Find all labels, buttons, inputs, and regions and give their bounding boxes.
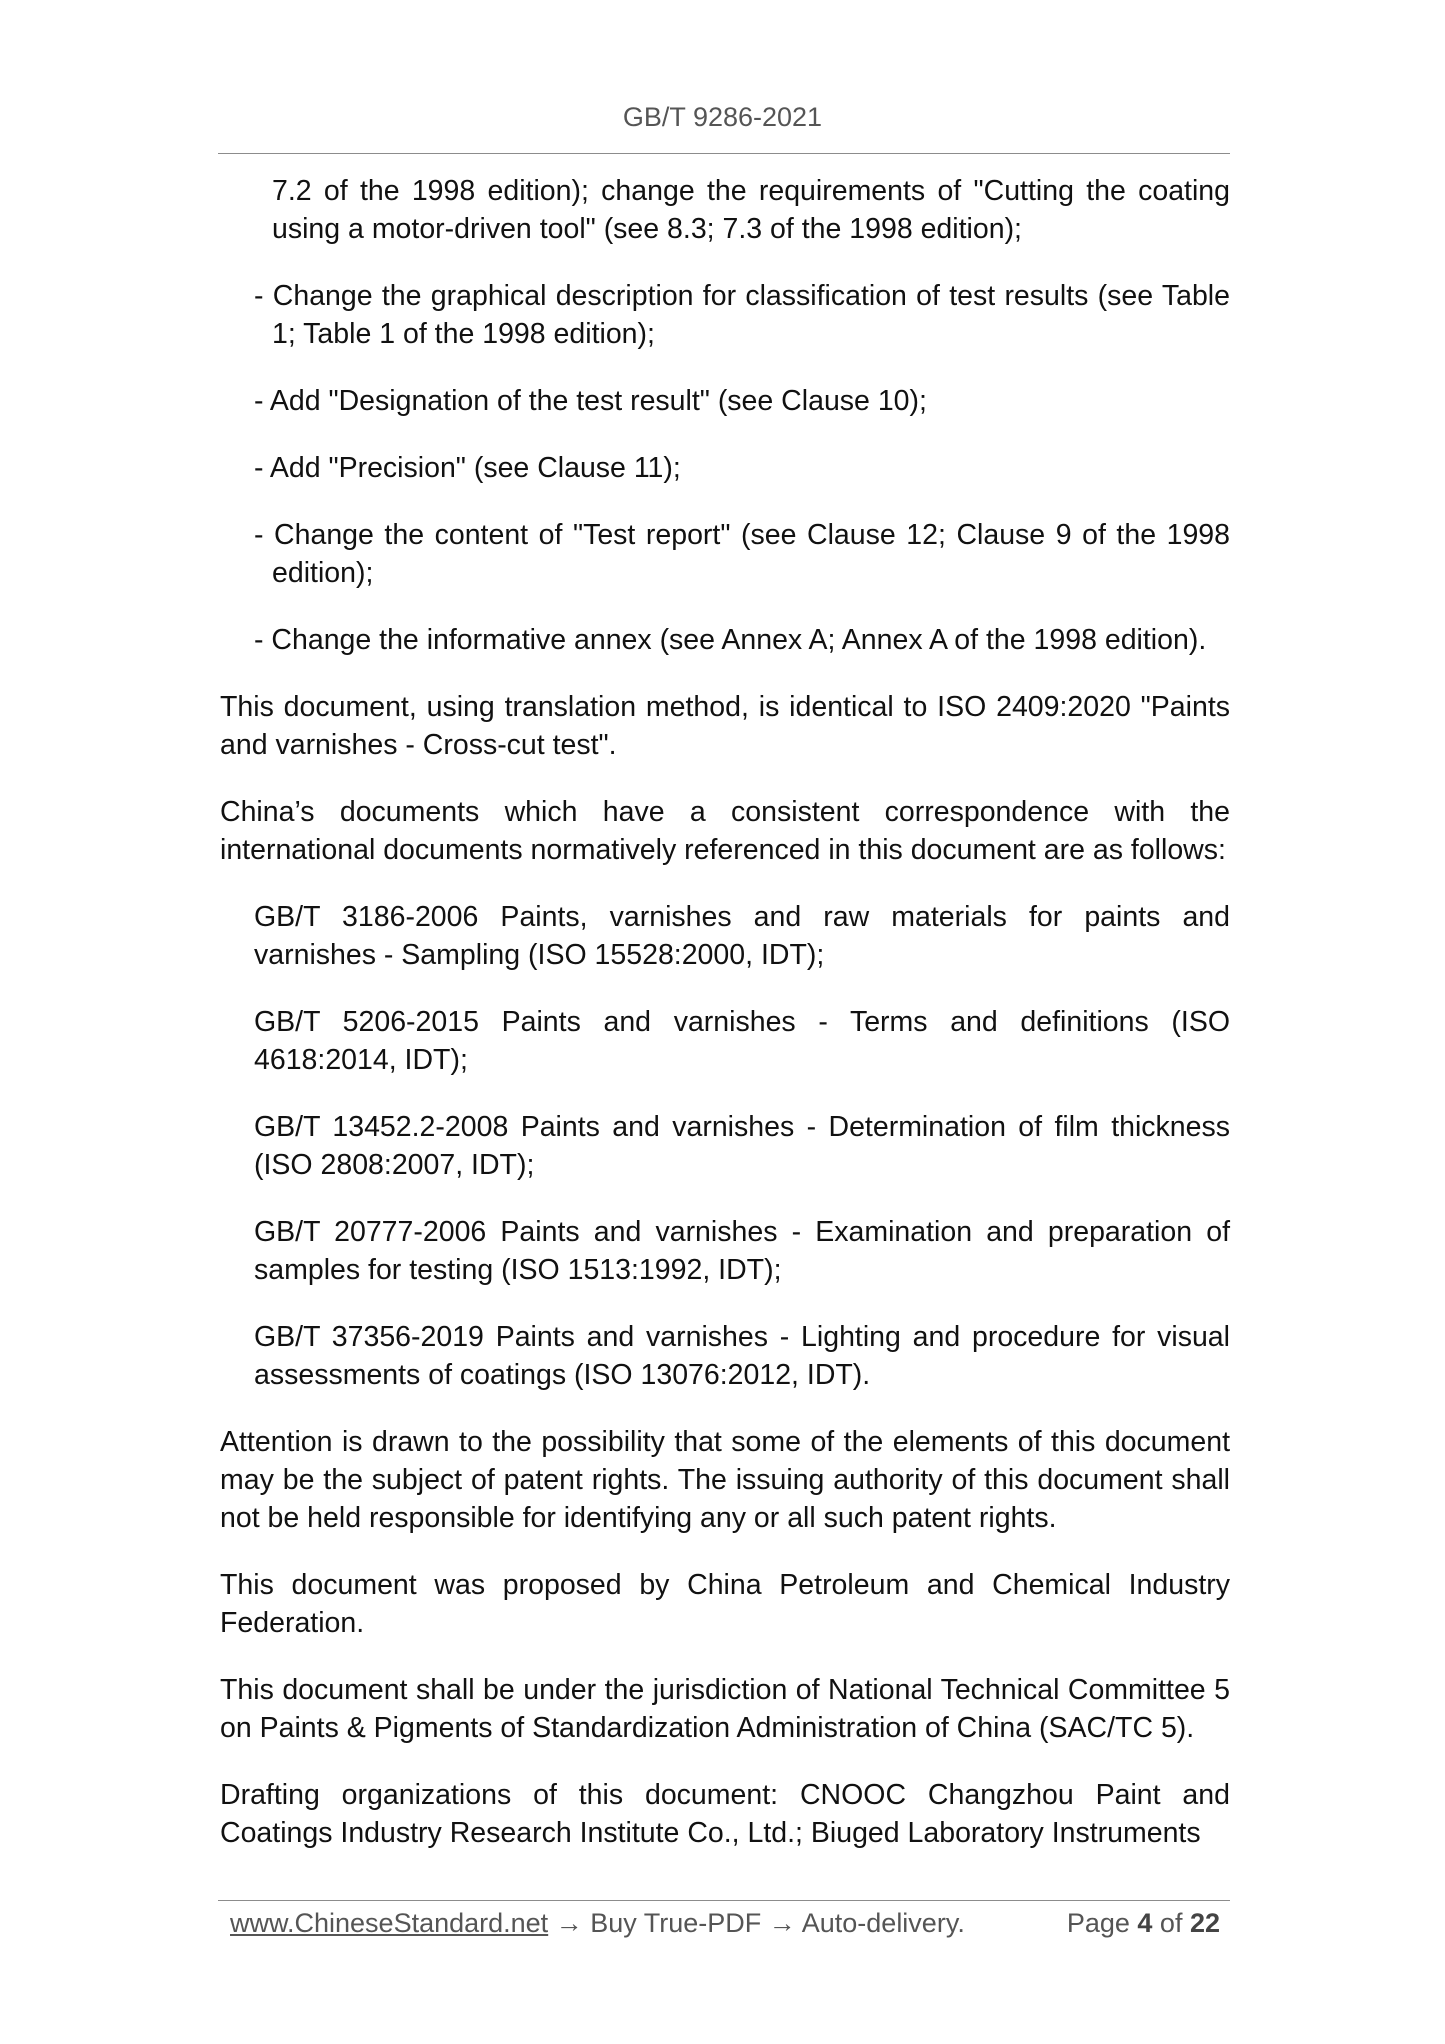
header-divider [218,153,1230,154]
current-page-number: 4 [1137,1908,1153,1938]
change-item-designation: - Add "Designation of the test result" (see Clause 10); [254,385,927,417]
proposed-by: This document was proposed by China Petroleum and Chemical Industry Federation. [220,1569,1230,1639]
chinesestandard-link[interactable]: www.ChineseStandard.net [230,1908,549,1938]
reference-item-gbt-13452: GB/T 13452.2-2008 Paints and varnishes - Determination of film thickness (ISO 2808:2007, IDT); [254,1111,1230,1181]
reference-item-gbt-37356: GB/T 37356-2019 Paints and varnishes - Lighting and procedure for visual assessments of coatings (ISO 13076:2012, IDT). [254,1321,1230,1391]
change-item-informative-annex: - Change the informative annex (see Annex A; Annex A of the 1998 edition). [254,624,1207,656]
footer-tagline: → Buy True-PDF → Auto-delivery. [548,1908,965,1938]
page-header-doc-id: GB/T 9286-2021 [622,102,823,132]
change-item-precision: - Add "Precision" (see Clause 11); [254,452,681,484]
document-body [220,172,1230,1881]
page-footer [230,1908,1220,1939]
identical-statement: This document, using translation method, is identical to ISO 2409:2020 "Paints and varnishes - Cross-cut test". [220,691,1230,761]
page-indicator [1067,1908,1220,1939]
continuation-paragraph: 7.2 of the 1998 edition); change the requirements of "Cutting the coating using a motor-driven tool" (see 8.3; 7.3 of the 1998 edition); [272,175,1230,245]
reference-item-gbt-20777: GB/T 20777-2006 Paints and varnishes - Examination and preparation of samples for testing (ISO 1513:1992, IDT); [254,1216,1230,1286]
footer-divider [218,1900,1230,1901]
drafting-organizations: Drafting organizations of this document: CNOOC Changzhou Paint and Coatings Industry Research Institute Co., Ltd.; Biuged Laboratory Instruments [220,1779,1230,1849]
change-item-test-report: - Change the content of "Test report" (see Clause 12; Clause 9 of the 1998 edition); [254,519,1230,589]
change-item-graphical-description: - Change the graphical description for classification of test results (see Table 1; Table 1 of the 1998 edition); [254,280,1230,350]
patent-notice: Attention is drawn to the possibility that some of the elements of this document may be the subject of patent rights. The issuing authority of this document shall not be held responsible for identifying any or all such patent rights. [220,1426,1230,1534]
reference-item-gbt-3186: GB/T 3186-2006 Paints, varnishes and raw materials for paints and varnishes - Sampling (ISO 15528:2000, IDT); [254,901,1230,971]
correspondence-intro: China’s documents which have a consistent correspondence with the international documents normatively referenced in this document are as follows: [220,796,1230,866]
page-label: Page [1066,1908,1138,1938]
jurisdiction: This document shall be under the jurisdiction of National Technical Committee 5 on Paints & Pigments of Standardization Administration of China (SAC/TC 5). [220,1674,1230,1744]
reference-item-gbt-5206: GB/T 5206-2015 Paints and varnishes - Terms and definitions (ISO 4618:2014, IDT); [254,1006,1230,1076]
total-pages-number: 22 [1189,1908,1220,1938]
page-of-label: of [1152,1908,1190,1938]
